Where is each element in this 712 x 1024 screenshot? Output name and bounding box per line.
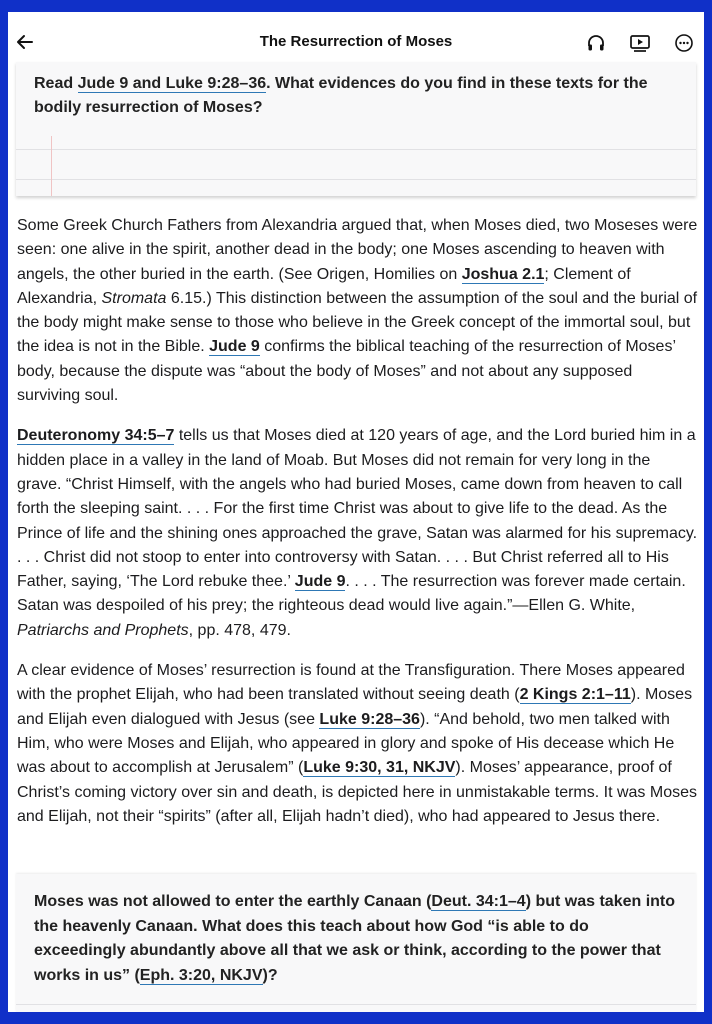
text-span: 6.15.) This distinction between the assumption of the soul and the burial of the body might make sense to those who believe in the Greek concept of the immortal soul, but the idea is not in the Bible. (17, 289, 698, 356)
paragraph-3 (17, 659, 699, 829)
scripture-link-joshua[interactable]: Joshua 2.1 (461, 265, 545, 283)
audio-button[interactable] (584, 31, 608, 55)
page-title: The Resurrection of Moses (259, 33, 453, 50)
top-navigation-bar (8, 26, 704, 60)
scripture-link-luke-nkjv[interactable]: Luke 9:30, 31, NKJV (303, 759, 456, 777)
book-title-stromata: Stromata (101, 289, 167, 307)
scripture-link-deuteronomy[interactable]: Deuteronomy 34:5–7 (17, 427, 175, 445)
text-span: A clear evidence of Moses’ resurrection is found at the Transfiguration. There Moses appeared with the prophet Elijah, who had been translated without seeing death ( (17, 662, 685, 704)
text-span: ). Moses and Elijah even dialogued with Jesus (see (17, 686, 693, 728)
text-span: Some Greek Church Fathers from Alexandria argued that, when Moses died, two Moseses were seen: one alive in the spirit, another dead in the body; one Moses ascending to heaven with angels, the other buried in the earth. (See Origen, Homilies on (17, 217, 698, 283)
video-button[interactable] (628, 31, 652, 55)
closing-question-text (34, 890, 684, 988)
headphones-icon (586, 33, 606, 53)
question-prefix: Read (34, 75, 78, 92)
text-span: . . . . The resurrection was forever made certain. Satan was despoiled of his prey; the righteous dead would live again.”—Ellen G. White, (17, 573, 686, 615)
book-title-patriarchs: Patriarchs and Prophets (17, 621, 189, 639)
text-span: tells us that Moses died at 120 years of age, and the Lord buried him in a hidden place in a valley in the land of Moab. But Moses did not remain for very long in the grave. “Christ Himself, with the angels who had buried Moses, came down from heaven to call forth the sleeping saint. . . . For the first time Christ was about to give life to the dead. As the Prince of life and the shining ones approached the grave, Satan was alarmed for his supremacy. . . . Christ did not stoop to enter into controversy with Satan. . . . But Christ referred all to His Father, saying, ‘The Lord rebuke thee.’ (17, 427, 698, 591)
text-span: , pp. 478, 479. (188, 621, 291, 639)
question-card (16, 62, 696, 196)
text-span: ) but was taken into the heavenly Canaan. What does this teach about how God “is able to do exceedingly abundantly above all that we ask or think, according to the power that works in us” ( (34, 893, 676, 984)
more-options-icon (674, 33, 694, 53)
closing-question-card (16, 874, 696, 1012)
video-play-icon (629, 33, 651, 53)
scripture-link-ephesians[interactable]: Eph. 3:20, NKJV (139, 966, 263, 984)
status-bar (8, 12, 704, 18)
question-suffix: . What evidences do you find in these texts for the bodily resurrection of Moses? (34, 75, 648, 116)
answer-rule-line (16, 1004, 696, 1005)
text-span: )? (262, 966, 278, 984)
answer-rule-line (16, 149, 696, 150)
scripture-link-deut[interactable]: Deut. 34:1–4 (431, 893, 526, 910)
text-span: ). Moses’ appearance, proof of Christ’s coming victory over sin and death, is depicted here in unmistakable terms. It was Moses and Elijah, not their “spirits” (after all, Elijah hadn’t died), who had appeared to Jesus there. (17, 759, 697, 825)
paragraph-2 (17, 424, 699, 643)
answer-input-area[interactable] (16, 136, 696, 196)
answer-margin-line (51, 136, 52, 196)
more-button[interactable] (672, 31, 696, 55)
answer-rule-line (16, 179, 696, 180)
text-span: Moses was not allowed to enter the earthly Canaan ( (34, 893, 432, 910)
question-text (34, 72, 684, 120)
text-span: ; Clement of Alexandria, (17, 265, 631, 307)
scripture-link-jude-luke[interactable]: Jude 9 and Luke 9:28–36 (77, 75, 267, 92)
text-span: ). “And behold, two men talked with Him, who were Moses and Elijah, who appeared in glory and spoke of His decease which He was about to accomplish at Jerusalem” ( (17, 710, 675, 777)
text-span: confirms the biblical teaching of the resurrection of Moses’ body, because the dispute was “about the body of Moses” and not about any supposed surviving soul. (17, 338, 676, 405)
scripture-link-luke[interactable]: Luke 9:28–36 (319, 710, 420, 728)
scripture-link-jude[interactable]: Jude 9 (294, 573, 346, 591)
paragraph-1 (17, 214, 699, 408)
scripture-link-jude[interactable]: Jude 9 (209, 338, 260, 356)
scripture-link-2-kings[interactable]: 2 Kings 2:1–11 (519, 686, 631, 704)
lesson-body (17, 214, 699, 845)
app-window (8, 12, 704, 1012)
